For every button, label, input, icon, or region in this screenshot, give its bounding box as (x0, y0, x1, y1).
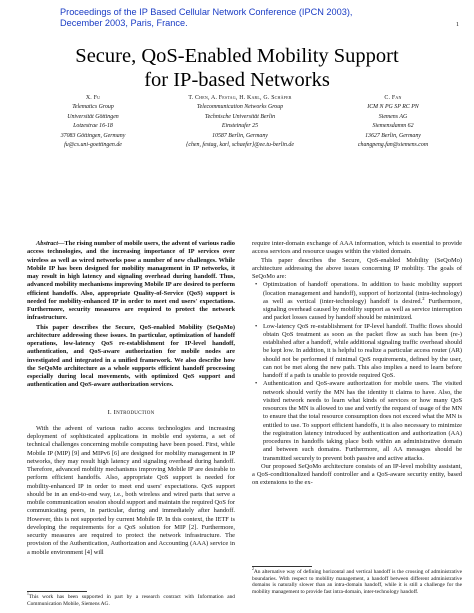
footnote-2 (252, 569, 462, 595)
footnote-marker: 2 (252, 567, 254, 572)
author-email: fu@cs.uni-goettingen.de (64, 142, 122, 149)
author-affiliation: Telecommunication Networks Group (196, 104, 284, 111)
architecture-paragraph: Our proposed SeQoMo architecture consists of an IP-level mobility assistant, a QoS-conditionalized handoff controller and a QoS-aware security entity, based on extensions to the ex- (252, 462, 462, 487)
abstract (27, 240, 235, 323)
author-name: T. Chen, A. Festag, H. Karl, G. Schäfer (188, 95, 292, 101)
footnote-1 (27, 594, 235, 607)
author-email: {chen, festag, karl, schaefer}@ee.tu-berlin.de (186, 142, 294, 149)
author-institution: Universität Göttingen (67, 113, 119, 120)
author-tu-berlin (155, 94, 325, 150)
contribution-paragraph (27, 324, 235, 390)
conference-banner (60, 7, 380, 29)
banner-line-2: December 2003, Paris, France. (60, 18, 188, 28)
author-fu (48, 94, 138, 150)
author-city: 37083 Göttingen, Germany (60, 132, 126, 139)
goal-text-continued: Furthermore, signaling overhead caused by mobility support as well as service interruption and packet losses caused by handoff should be minimized. (263, 297, 462, 322)
footnote-marker[interactable]: 2 (422, 295, 425, 301)
author-name: C. Fan (384, 95, 402, 101)
author-city: 10587 Berlin, Germany (212, 132, 268, 139)
author-street: Siemensdamm 62 (372, 123, 414, 130)
author-institution: Technische Universität Berlin (204, 113, 276, 120)
author-institution: Siemens AG (378, 113, 408, 120)
author-affiliation: ICM N PG SP RC PN (367, 104, 419, 111)
banner-line-1: Proceedings of the IP Based Cellular Network Conference (IPCN 2003), (60, 7, 353, 17)
section-heading-introduction: I. Introduction (107, 408, 155, 416)
title-line-2: for IP-based Networks (144, 69, 330, 91)
continued-paragraph: require inter-domain exchange of AAA information, which is essential to provide access services and resource usages within the visited domain. (252, 240, 462, 256)
title-line-1: Secure, QoS-Enabled Mobility Support (75, 45, 399, 67)
page-number: 1 (456, 22, 459, 28)
footnote-marker: 1 (27, 592, 29, 597)
author-street: Einsteinufer 25 (221, 123, 259, 130)
author-name: X. Fu (85, 95, 101, 101)
abstract-label: Abstract (36, 240, 59, 247)
list-item: • Low-latency QoS re-establishment for IP-level handoff. Traffic flows should obtain QoS treatment as soon as the packet flow as such has been (re-) established after a handoff, while additional signaling traffic overhead should be kept low. In addition, it is helpful to realize a particular access router (AR) should not be performed if minimal QoS requirements, defined by the user, can not be met along the new path. This also implies a need to learn before handoff if a path is unable to provide required QoS. (263, 323, 462, 381)
intro-paragraph: With the advent of various radio access technologies and increasing deployment of sophisticated applications in mobile end systems, a set of technical challenges concerning mobile computing have been posed. First, while Mobile IP (MIP) [9] and MIPv6 [6] are designed for mobility management in IP networks, they may result high latency and signaling overhead during handoff. Therefore, advanced mobility mechanisms improving Mobile IP are desirable to perform efficient handoffs. Also, appropriate QoS support is needed for mobility-enhanced IP in order to meet end users' expectations. QoS support should be in an end-to-end way, i.e., both wireless and wired parts that serve a mobile communication session should support and maintain the required QoS for communicating peers, in particular, during and immediately after handoff. However, this is not supported by current Mobile IP. In this context, the IETF is developing the requirements for a QoS solution for MIP [2]. Furthermore, security measures are required to protect the network infrastructure. The provision of the Authentication, Authorization and Accounting (AAA) service in a mobile environment [4] will (27, 424, 235, 556)
list-item (263, 281, 462, 322)
author-city: 13627 Berlin, Germany (365, 132, 421, 139)
paper-title (0, 44, 474, 92)
right-column (252, 240, 462, 488)
footnote-text: This work has been supported in part by a research contract with Information and Communication Mobile, Siemens AG. (27, 594, 235, 607)
goal-text: Optimization of handoff operations. In addition to basic mobility support (location management and handoff), support of horizontal (intra-technology) as well as vertical (inter-technology) handoff is desired. (263, 281, 462, 305)
author-email: changpeng.fan@siemens.com (357, 142, 429, 149)
contribution-text: This paper describes the Secure, QoS-enabled Mobility (SeQoMo) architecture addressing these issues. In particular, optimization of handoff operations, low-latency QoS re-establishment for IP-level handoff, authentication, and QoS-aware authorization for mobile nodes are investigated and integrated in a unified framework. We also describe how the SeQoMo architecture as a whole supports efficient handoff processing especially during local movements, with optimized QoS support and authentication and QoS-aware authorization services. (27, 323, 235, 389)
left-column (27, 240, 235, 557)
footnote-divider (27, 591, 87, 592)
abstract-text: —The rising number of mobile users, the advent of various radio access technologies, and the increasing importance of IP services over wireless as well as wired networks pose a number of new challenges. While Mobile IP has been designed for mobility management in IP networks, it may result in high latency and signaling overhead during handoff. Thus, advanced mobility mechanisms improving Mobile IP are desired to perform efficient handoffs. Also, appropriate Quality-of-Service (QoS) support is needed for mobility-enhanced IP in order to meet end users' expectations. Furthermore, security measures are required to protect the network infrastructure. (27, 240, 235, 322)
author-street: Lotzestrae 16-18 (73, 123, 113, 130)
goals-list (252, 281, 462, 463)
footnote-divider (252, 566, 312, 567)
author-fan (348, 94, 438, 150)
author-affiliation: Telematics Group (72, 104, 114, 111)
list-item: • Authentication and QoS-aware authorization for mobile users. The visited network should verify the MN has the identity it claims to have. Also, the visited network needs to learn what kinds of services or how many QoS resources the MN is allowed to use and verify the request of usage of the MN to ensure that the total resource consumption does not exceed what the MN is entitled to use. To support efficient handoffs, it is also necessary to minimize the registration latency introduced by authentication and authorization (AA) procedures in handoffs taking place both within an administrative domain and between such domains. Furthermore, all AA messages should be transmitted securely to prevent both passive and active attacks. (263, 380, 462, 463)
footnote-text: An alternative way of defining horizontal and vertical handoff is the crossing of administrative boundaries. With respect to mobility management, a handoff between different administrative domains is naturally slower than an intra-domain handoff, while it is still a challenge for the mobility management to provide fast intra-domain, inter-technology handoff. (252, 569, 462, 595)
goals-intro-paragraph: This paper describes the Secure, QoS-enabled Mobility (SeQoMo) architecture addressing the above issues concerning IP mobility. The goals of SeQoMo are: (252, 256, 462, 280)
